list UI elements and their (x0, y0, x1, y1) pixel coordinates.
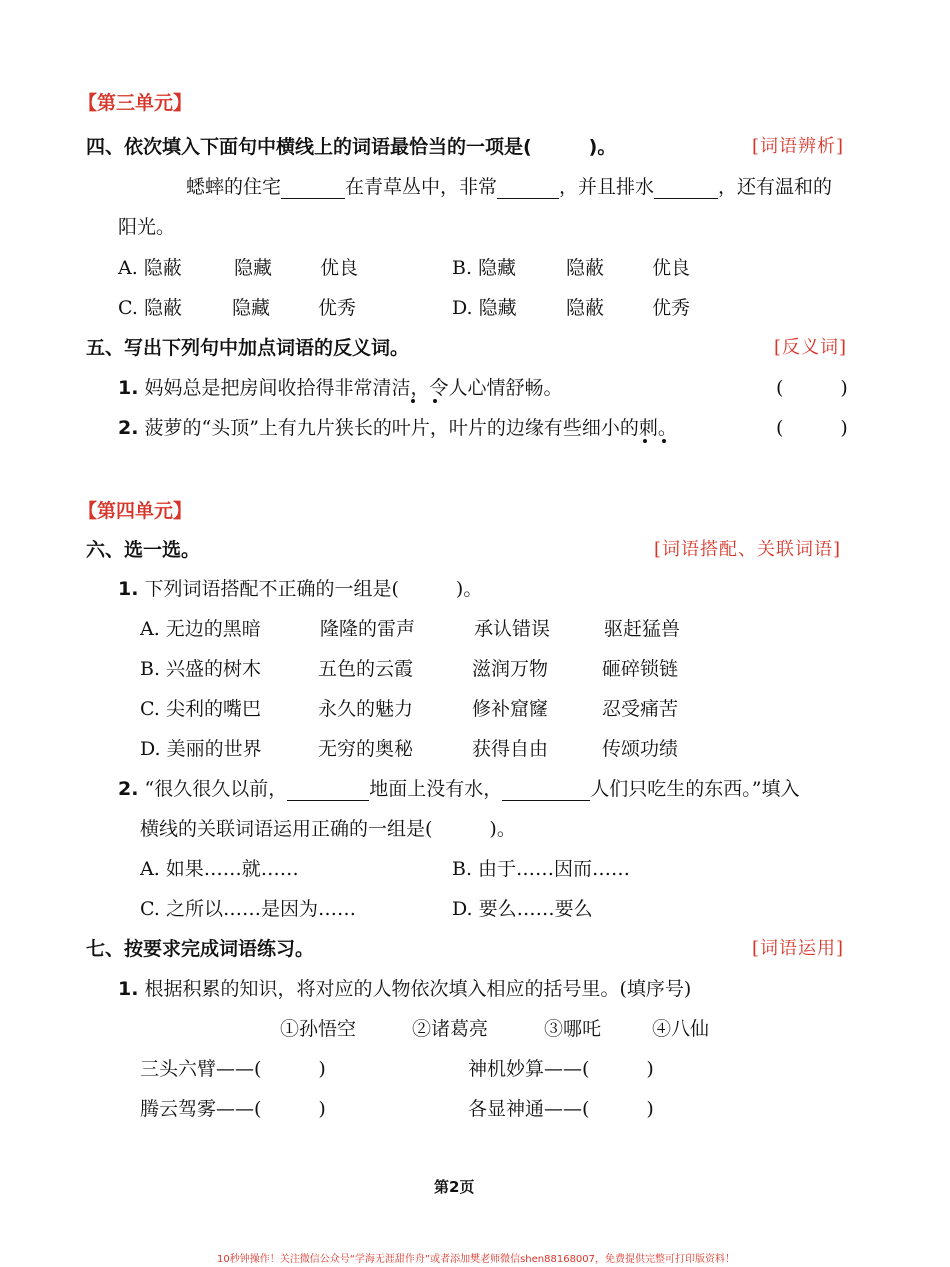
q6-item-2 (118, 774, 799, 801)
q4-sentence-line2: 阳光。 (118, 216, 176, 238)
q7-choice-1: ①孙悟空 (280, 1018, 357, 1040)
q4-option-b-2: 隐蔽 (566, 257, 605, 279)
q5-item-1-text: 妈妈总是把房间收拾得非常清洁，令人心情舒畅。 (144, 377, 563, 399)
q6-item-2-blank-2[interactable] (502, 781, 590, 801)
q6-row-a-4: 驱赶猛兽 (604, 618, 681, 640)
q6-item-1 (118, 574, 482, 601)
q7-choice-3: ③哪吒 (544, 1018, 602, 1040)
q6-row-b-4: 砸碎锁链 (602, 658, 679, 680)
q5-heading: 五、写出下列句中加点词语的反义词。 (86, 337, 410, 359)
q6-row-b-2: 五色的云霞 (318, 658, 414, 680)
emphasis-dot (433, 399, 437, 403)
q5-item-2-answer[interactable]: ( ) (776, 417, 848, 439)
q6-row-d-1[interactable]: D. 美丽的世界 (140, 738, 262, 760)
q4-option-c-2: 隐藏 (232, 297, 271, 319)
q7-heading: 七、按要求完成词语练习。 (86, 938, 315, 960)
q7-item-1-text: 根据积累的知识，将对应的人物依次填入相应的括号里。(填序号) (144, 978, 692, 1000)
q6-item-2-number: 2. (118, 778, 139, 800)
q6-item-2-part1: “很久很久以前， (144, 778, 288, 800)
emphasis-dot (662, 439, 666, 443)
q4-option-a-2: 隐藏 (234, 257, 273, 279)
q6-item-2-part3: 人们只吃生的东西。”填入 (590, 778, 800, 800)
q4-option-a-3: 优良 (320, 257, 359, 279)
q7-choice-4: ④八仙 (652, 1018, 710, 1040)
q6-row-c-4: 忍受痛苦 (602, 698, 679, 720)
q4-option-b-1[interactable]: B. 隐藏 (452, 257, 517, 279)
q5-item-1-number: 1. (118, 377, 139, 399)
q6-item-2-option-b[interactable]: B. 由于……因而…… (452, 858, 631, 880)
q4-sentence-part4: ，还有温和的 (718, 176, 833, 198)
q4-option-d-1[interactable]: D. 隐藏 (452, 297, 517, 319)
q4-sentence (186, 172, 832, 199)
q4-heading: 四、依次填入下面句中横线上的词语最恰当的一项是( )。 (86, 136, 617, 158)
q6-row-a-3: 承认错误 (474, 618, 551, 640)
q6-item-2-option-c[interactable]: C. 之所以……是因为…… (140, 898, 356, 920)
q6-row-b-3: 滋润万物 (472, 658, 549, 680)
q4-option-c-1[interactable]: C. 隐蔽 (118, 297, 182, 319)
q4-blank-3[interactable] (654, 179, 718, 199)
q6-item-1-number: 1. (118, 578, 139, 600)
q7-idiom-1[interactable]: 三头六臂——( ) (140, 1058, 326, 1080)
q7-idiom-3[interactable]: 腾云驾雾——( ) (140, 1098, 326, 1120)
q6-row-a-2: 隆隆的雷声 (320, 618, 416, 640)
q5-item-2 (118, 413, 677, 440)
q4-option-a-1[interactable]: A. 隐蔽 (118, 257, 182, 279)
q7-item-1 (118, 974, 691, 1001)
q6-item-2-option-a[interactable]: A. 如果……就…… (140, 858, 299, 880)
q6-item-1-text: 下列词语搭配不正确的一组是( )。 (144, 578, 483, 600)
q4-option-b-3: 优良 (652, 257, 691, 279)
q4-sentence-part3: ，并且排水 (559, 176, 655, 198)
q5-item-1-answer[interactable]: ( ) (776, 377, 848, 399)
q5-item-1 (118, 373, 563, 400)
unit3-title: 【第三单元】 (78, 92, 193, 114)
q7-idiom-4[interactable]: 各显神通——( ) (468, 1098, 654, 1120)
q6-row-b-1[interactable]: B. 兴盛的树木 (140, 658, 262, 680)
q4-blank-1[interactable] (281, 179, 345, 199)
q5-item-2-number: 2. (118, 417, 139, 439)
q6-item-2-line2: 横线的关联词语运用正确的一组是( )。 (140, 818, 516, 840)
q6-row-a-1[interactable]: A. 无边的黑暗 (140, 618, 261, 640)
q7-choice-2: ②诸葛亮 (412, 1018, 489, 1040)
q6-item-2-part2: 地面上没有水， (369, 778, 503, 800)
q7-tag: [词语运用] (752, 938, 845, 959)
q6-item-2-option-d[interactable]: D. 要么……要么 (452, 898, 593, 920)
q4-blank-2[interactable] (497, 179, 559, 199)
emphasis-dot (643, 439, 647, 443)
unit4-title: 【第四单元】 (78, 500, 193, 522)
q4-sentence-part1: 蟋蟀的住宅 (186, 176, 282, 198)
q6-row-c-2: 永久的魅力 (318, 698, 414, 720)
q4-option-c-3: 优秀 (318, 297, 357, 319)
q4-option-d-2: 隐蔽 (566, 297, 605, 319)
q7-idiom-2[interactable]: 神机妙算——( ) (468, 1058, 654, 1080)
q6-row-c-1[interactable]: C. 尖利的嘴巴 (140, 698, 261, 720)
page-number: 第2页 (434, 1178, 475, 1196)
q6-row-d-2: 无穷的奥秘 (318, 738, 414, 760)
q6-row-d-3: 获得自由 (472, 738, 549, 760)
q6-row-d-4: 传颂功绩 (602, 738, 679, 760)
q4-tag: [词语辨析] (752, 136, 845, 157)
q6-row-c-3: 修补窟窿 (472, 698, 549, 720)
q4-sentence-part2: 在青草丛中，非常 (345, 176, 498, 198)
q4-option-d-3: 优秀 (652, 297, 691, 319)
q6-tag: [词语搭配、关联词语] (654, 539, 842, 560)
q5-item-2-text: 菠萝的“头顶”上有九片狭长的叶片，叶片的边缘有些细小的刺。 (144, 417, 677, 439)
q7-item-1-number: 1. (118, 978, 139, 1000)
q6-item-2-blank-1[interactable] (287, 781, 369, 801)
q5-tag: [反义词] (774, 337, 848, 358)
q6-heading: 六、选一选。 (86, 539, 201, 561)
footer-note: 10秒钟操作！关注微信公众号“学海无涯甜作舟”或者添加樊老师微信shen88168007，免费提供完整可打印版资料！ (217, 1254, 736, 1265)
emphasis-dot (411, 399, 415, 403)
